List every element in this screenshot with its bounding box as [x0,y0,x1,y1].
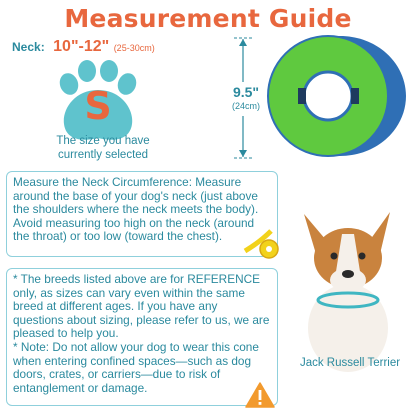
cone-height-value: 9.5" [232,84,260,100]
sizing-notes-box [6,268,278,406]
neck-size-row [12,38,155,56]
measure-instructions-box [6,171,278,257]
dog-photo [282,200,414,380]
measuring-tape-icon [243,225,279,259]
breed-label: Jack Russell Terrier [299,357,401,369]
neck-size-value: 10"-12" [53,38,110,55]
measure-instructions-text: Measure the Neck Circumference: Measure around the base of your dog's neck (just above the shoulders where the neck meets the body). Avoid measuring too high on the neck (around the throat) or too low (toward the chest). [13,175,259,244]
neck-size-metric: (25-30cm) [113,43,155,53]
warning-note-text: * Note: Do not allow your dog to wear this cone when entering confined spaces—such as dog doors, crates, or carriers—due to risk of entanglement or damage. [13,339,259,395]
selected-size-caption: The size you have currently selected [56,135,150,161]
warning-icon [245,382,275,408]
size-letter: S [84,84,112,128]
page-title: Measurement Guide [64,4,352,33]
inflatable-cone-image [262,28,412,164]
neck-label: Neck: [12,40,45,54]
cone-height-metric: (24cm) [231,101,260,111]
reference-note-text: * The breeds listed above are for REFERENCE only, as sizes can vary even within the same breed at different ages. If you have any questions about sizing, please refer to us, we are pleased to help you. [13,272,270,341]
